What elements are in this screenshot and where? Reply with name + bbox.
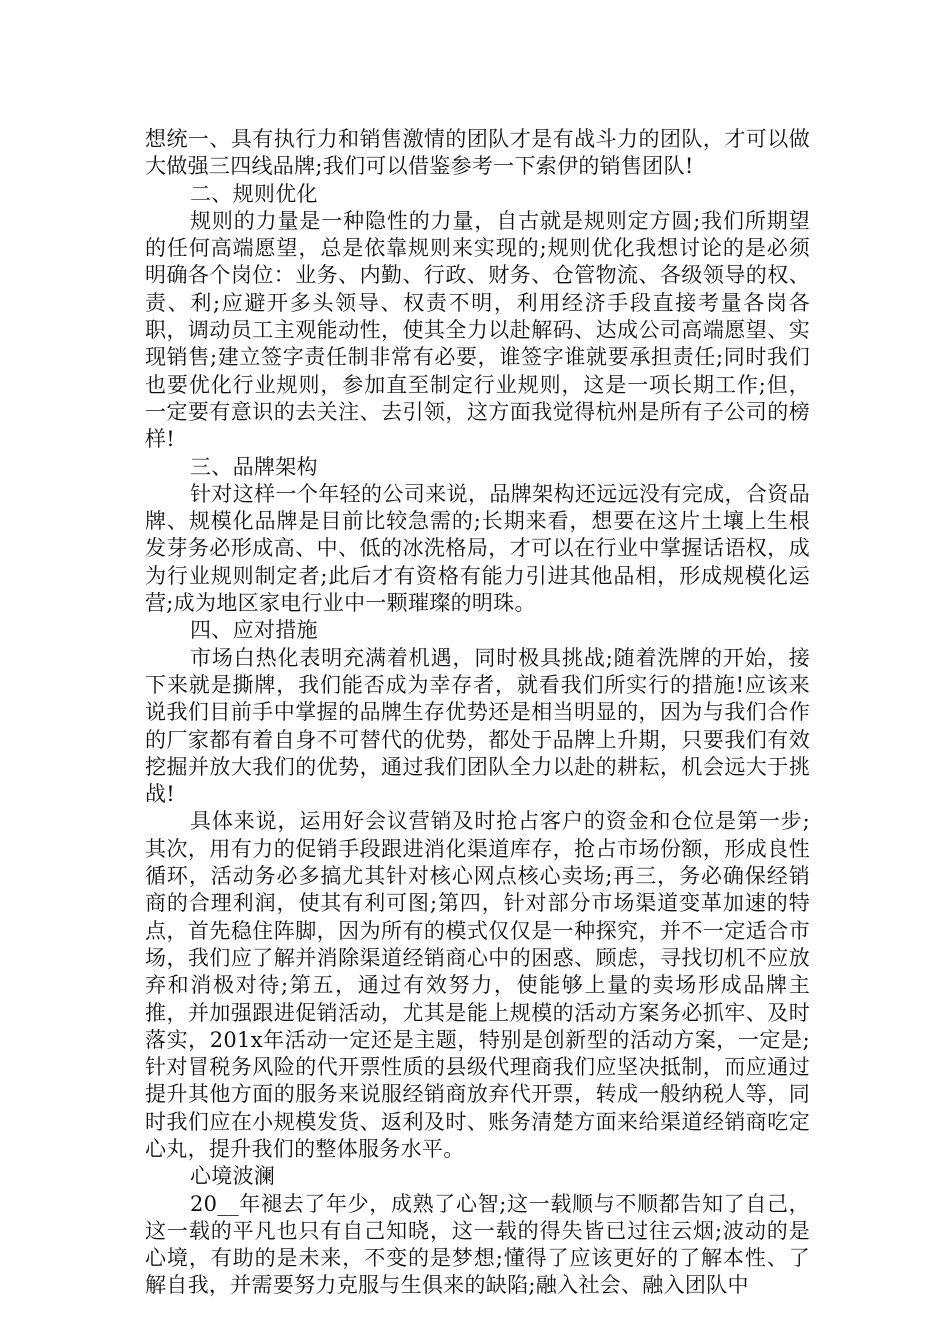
paragraph-mood: 20__年褪去了年少，成熟了心智;这一载顺与不顺都告知了自己，这一载的平凡也只有自己知晓，这一载的得失皆已过往云烟;波动的是心境，有助的是未来，不变的是梦想;懂得了应该更好的了解本性、了解自我，并需要努力克服与生俱来的缺陷;融入社会、融入团队中: [145, 1191, 810, 1298]
paragraph-brand-architecture: 针对这样一个年轻的公司来说，品牌架构还远远没有完成，合资品牌、规模化品牌是目前比较急需的;长期来看，想要在这片土壤上生根发芽务必形成高、中、低的冰洗格局，才可以在行业中掌握话语权，成为行业规则制定者;此后才有资格有能力引进其他品相，形成规模化运营;成为地区家电行业中一颗璀璨的明珠。: [145, 481, 810, 616]
paragraph-rules-optimization: 规则的力量是一种隐性的力量，自古就是规则定方圆;我们所期望的任何高端愿望，总是依靠规则来实现的;规则优化我想讨论的是必须明确各个岗位：业务、内勤、行政、财务、仓管物流、各级领导的权、责、利;应避开多头领导、权责不明，利用经济手段直接考量各岗各职，调动员工主观能动性，使其全力以赴解码、达成公司高端愿望、实现销售;建立签字责任制非常有必要，谁签字谁就要承担责任;同时我们也要优化行业规则，参加直至制定行业规则，这是一项长期工作;但，一定要有意识的去关注、去引领，这方面我觉得杭州是所有子公司的榜样!: [145, 208, 810, 452]
document-body: [145, 126, 810, 1300]
heading-rules-optimization: 二、规则优化: [190, 181, 318, 206]
heading-mood: 心境波澜: [190, 1164, 276, 1189]
paragraph-specific-measures: 具体来说，运用好会议营销及时抢占客户的资金和仓位是第一步;其次，用有力的促销手段跟进消化渠道库存，抢占市场份额，形成良性循环，活动务必多搞尤其针对核心网点核心卖场;再三，务必确保经销商的合理利润，使其有利可图;第四，针对部分市场渠道变革加速的特点，首先稳住阵脚，因为所有的模式仅仅是一种探究，并不一定适合市场，我们应了解并消除渠道经销商心中的困惑、顾虑，寻找切机不应放弃和消极对待;第五，通过有效努力，使能够上量的卖场形成品牌主推，并加强跟进促销活动，尤其是能上规模的活动方案务必抓牢、及时落实，201x年活动一定还是主题，特别是创新型的活动方案，一定是;针对冒税务风险的代开票性质的县级代理商我们应坚决抵制，而应通过提升其他方面的服务来说服经销商放弃代开票，转成一般纳税人等，同时我们应在小规模发货、返利及时、账务清楚方面来给渠道经销商吃定心丸，提升我们的整体服务水平。: [145, 809, 810, 1161]
heading-brand-architecture: 三、品牌架构: [190, 454, 318, 479]
heading-countermeasures: 四、应对措施: [190, 618, 318, 643]
paragraph-countermeasures: 市场白热化表明充满着机遇，同时极具挑战;随着洗牌的开始，接下来就是撕牌，我们能否成为幸存者，就看我们所实行的措施!应该来说我们目前手中掌握的品牌生存优势还是相当明显的，因为与我们合作的厂家都有着自身不可替代的优势，都处于品牌上升期，只要我们有效挖掘并放大我们的优势，通过我们团队全力以赴的耕耘，机会远大于挑战!: [145, 645, 810, 807]
paragraph-team-conclusion: 想统一、具有执行力和销售激情的团队才是有战斗力的团队，才可以做大做强三四线品牌;我们可以借鉴参考一下索伊的销售团队!: [145, 127, 810, 179]
